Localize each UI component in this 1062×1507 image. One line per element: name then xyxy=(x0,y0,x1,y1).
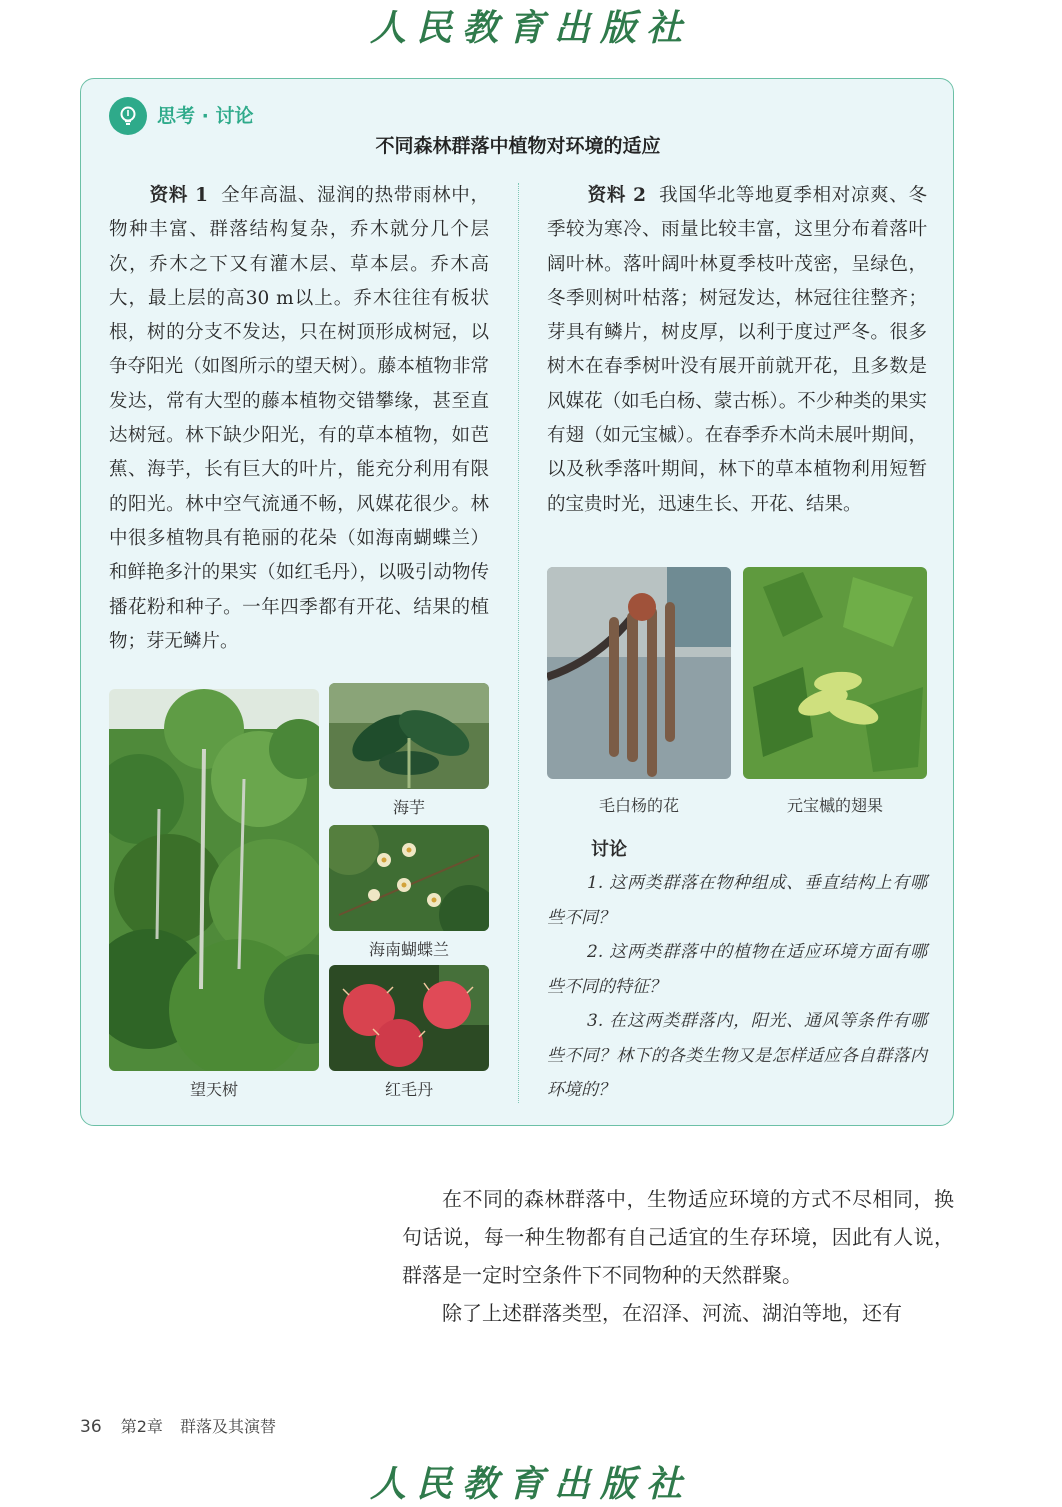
discussion-questions xyxy=(547,866,927,1108)
think-discuss-box xyxy=(80,78,954,1126)
page-number: 36 xyxy=(80,1417,102,1437)
caption-poplar: 毛白杨的花 xyxy=(598,796,679,815)
material-2-heading: 资料 2 xyxy=(587,185,647,206)
column-divider xyxy=(518,183,519,1103)
caption-rambutan: 红毛丹 xyxy=(384,1080,433,1099)
haiyu-photo xyxy=(329,683,489,789)
body-paragraph: 在不同的森林群落中，生物适应环境的方式不尽相同，换句话说，每一种生物都有自己适宜的生存环境，因此有人说，群落是一定时空条件下不同物种的天然群聚。 xyxy=(402,1187,954,1287)
box-title: 不同森林群落中植物对环境的适应 xyxy=(375,135,661,157)
chapter-title: 群落及其演替 xyxy=(180,1417,277,1436)
body-text xyxy=(402,1180,954,1332)
question-text: 2. 这两类群落中的植物在适应环境方面有哪些不同的特征？ xyxy=(547,942,927,997)
publisher-logo-bottom: 人民教育出版社 xyxy=(369,1463,692,1505)
caption-haiyu: 海芋 xyxy=(392,798,425,817)
discussion-title: 讨论 xyxy=(591,839,627,860)
material-1-heading: 资料 1 xyxy=(149,185,209,206)
discussion-question xyxy=(547,935,927,1004)
material-1 xyxy=(109,179,489,659)
material-2-text: 我国华北等地夏季相对凉爽、冬季较为寒冷、雨量比较丰富，这里分布着落叶阔叶林。落叶阔叶林夏季枝叶茂密，呈绿色，冬季则树叶枯落；树冠发达，林冠往往整齐；芽具有鳞片，树皮厚，以利于度过严冬。很多树木在春季树叶没有展开前就开花，且多数是风媒花（如毛白杨、蒙古栎）。不少种类的果实有翅（如元宝槭）。在春季乔木尚未展叶期间，以及秋季落叶期间，林下的草本植物利用短暂的宝贵时光，迅速生长、开花、结果。 xyxy=(547,185,927,515)
material-1-text: 全年高温、湿润的热带雨林中，物种丰富、群落结构复杂，乔木就分几个层次，乔木之下又有灌木层、草本层。乔木高大，最上层的高30 m以上。乔木往往有板状根，树的分支不发达，只在树顶形成树冠，以争夺阳光（如图所示的望天树）。藤本植物非常发达，常有大型的藤本植物交错攀缘，甚至直达树冠。林下缺少阳光，有的草本植物，如芭蕉、海芋，长有巨大的叶片，能充分利用有限的阳光。林中空气流通不畅，风媒花很少。林中很多植物具有艳丽的花朵（如海南蝴蝶兰）和鲜艳多汁的果实（如红毛丹），以吸引动物传播花粉和种子。一年四季都有开花、结果的植物；芽无鳞片。 xyxy=(109,185,489,652)
caption-butterfly-orchid: 海南蝴蝶兰 xyxy=(368,940,449,959)
chapter-number: 第2章 xyxy=(120,1417,163,1436)
discussion-question xyxy=(547,866,927,935)
question-text: 3. 在这两类群落内，阳光、通风等条件有哪些不同？林下的各类生物又是怎样适应各自群落内环境的？ xyxy=(547,1011,927,1100)
question-text: 1. 这两类群落在物种组成、垂直结构上有哪些不同？ xyxy=(547,873,927,928)
maple-samara-photo xyxy=(743,567,927,779)
poplar-flower-photo xyxy=(547,567,731,779)
page-footer xyxy=(80,1414,288,1437)
rambutan-photo xyxy=(329,965,489,1071)
butterfly-orchid-photo xyxy=(329,825,489,931)
body-paragraph: 除了上述群落类型，在沼泽、河流、湖泊等地，还有 xyxy=(442,1301,902,1325)
discussion-question xyxy=(547,1004,927,1108)
publisher-logo-top: 人民教育出版社 xyxy=(369,7,692,49)
caption-maple: 元宝槭的翅果 xyxy=(786,796,883,815)
lightbulb-icon xyxy=(109,97,147,135)
wangtianshu-photo xyxy=(109,689,319,1071)
caption-wangtianshu: 望天树 xyxy=(189,1080,238,1099)
section-label: 思考 · 讨论 xyxy=(157,105,254,127)
material-2 xyxy=(547,179,927,522)
